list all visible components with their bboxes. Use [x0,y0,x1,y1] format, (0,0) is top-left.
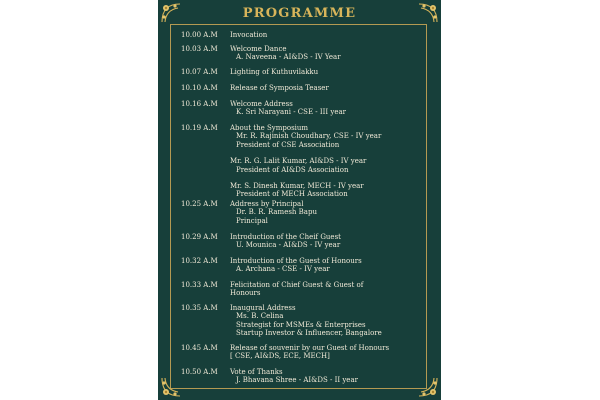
item-time: 10.32 A.M [181,257,218,265]
item-detail: [ CSE, AI&DS, ECE, MECH] [230,352,330,361]
item-detail: Startup Investor & Influencer, Bangalore [236,329,382,338]
item-time: 10.03 A.M [181,45,218,53]
item-title: Invocation [230,31,268,39]
item-detail: U. Mounica - AI&DS - IV year [236,241,341,250]
item-time: 10.50 A.M [181,368,218,376]
item-time: 10.33 A.M [181,281,218,289]
item-detail: A. Naveena - AI&DS - IV Year [236,53,341,62]
item-title: About the Symposium [230,124,309,132]
item-detail: J. Bhavana Shree - AI&DS - II year [236,376,358,385]
item-title: Welcome Dance [230,45,287,53]
item-title: Introduction of the Cheif Guest [230,233,341,241]
item-title: Release of Symposia Teaser [230,84,329,92]
item-detail: Mr. R. Rajinish Choudhary, CSE - IV year [236,132,382,141]
item-detail: Strategist for MSMEs & Enterprises [236,320,366,329]
item-detail: President of MECH Association [236,190,348,199]
item-detail: Principal [236,216,268,225]
item-detail: A. Archana - CSE - IV year [236,265,330,274]
item-title: Vote of Thanks [230,368,283,376]
item-title: Release of souvenir by our Guest of Honours [230,344,390,352]
item-detail: Dr. B. R. Ramesh Bapu [236,208,317,217]
item-detail: Honours [230,289,261,298]
item-time: 10.19 A.M [181,124,218,132]
item-time: 10.00 A.M [181,31,218,39]
item-time: 10.10 A.M [181,84,218,92]
item-title: Felicitation of Chief Guest & Guest of [230,281,364,289]
floral-ornament-icon [160,376,182,398]
item-detail: Mr. S. Dinesh Kumar, MECH - IV year [230,182,364,191]
item-time: 10.16 A.M [181,100,218,108]
item-time: 10.25 A.M [181,200,218,208]
item-title: Introduction of the Guest of Honours [230,257,362,265]
programme-card [158,0,441,400]
item-time: 10.45 A.M [181,344,218,352]
item-detail: President of CSE Association [236,140,340,149]
item-detail: President of AI&DS Association [236,165,349,174]
item-title: Inaugural Address [230,304,296,312]
item-time: 10.07 A.M [181,68,218,76]
item-title: Lighting of Kuthuvilakku [230,68,319,76]
item-detail: K. Sri Narayani - CSE - III year [236,108,347,117]
item-title: Address by Principal [230,200,304,208]
item-time: 10.35 A.M [181,304,218,312]
item-title: Welcome Address [230,100,293,108]
page-title: PROGRAMME [242,6,357,21]
item-time: 10.29 A.M [181,233,218,241]
item-detail: Ms. B. Celina [236,312,284,321]
item-detail: Mr. R. G. Lalit Kumar, AI&DS - IV year [230,157,367,166]
